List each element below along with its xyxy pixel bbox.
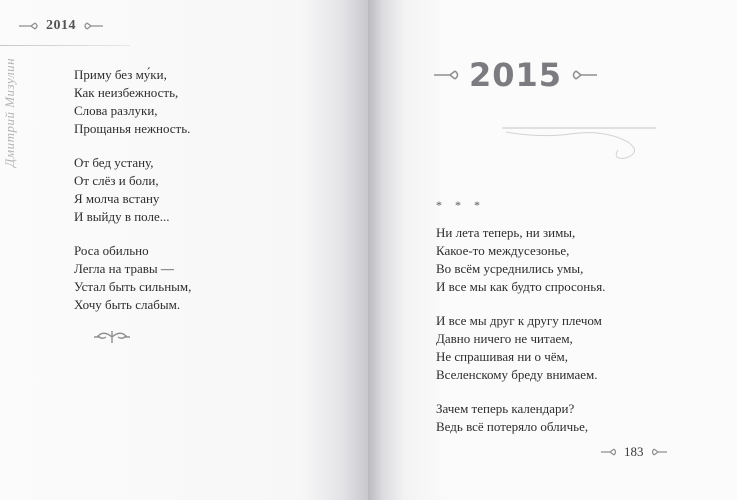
poem-line: И выйду в поле... — [74, 209, 170, 224]
stanza — [436, 312, 605, 384]
poem-line: Зачем теперь календари? — [436, 401, 575, 416]
poem-right — [436, 224, 605, 452]
poem-line: Легла на травы — — [74, 261, 174, 276]
head-rule — [0, 45, 130, 46]
stanza — [436, 400, 605, 436]
poem-line: Хочу быть слабым. — [74, 297, 181, 312]
poem-line: Давно ничего не читаем, — [436, 331, 573, 346]
poem-line: Ни лета теперь, ни зимы, — [436, 225, 576, 240]
poem-line: Слова разлуки, — [74, 103, 158, 118]
end-flourish-icon — [92, 328, 132, 346]
poem-line: Не спрашивая ни о чём, — [436, 349, 569, 364]
page-number: 183 — [624, 444, 644, 459]
poem-line: И все мы друг к другу плечом — [436, 313, 602, 328]
author-name: Дмитрий Мизулин — [2, 58, 17, 168]
stanza — [74, 66, 191, 138]
poem-line: Во всём усреднились умы, — [436, 261, 584, 276]
ornament-right-icon — [570, 69, 598, 81]
stanza — [74, 242, 191, 314]
poem-line: От бед устану, — [74, 155, 154, 170]
year-heading-block — [433, 56, 598, 94]
poem-line: Я молча встану — [74, 191, 160, 206]
running-head — [18, 18, 104, 34]
poem-line: Ведь всё потеряло обличье, — [436, 419, 589, 434]
ornament-right-icon — [650, 448, 668, 456]
poem-line: Устал быть сильным, — [74, 279, 192, 294]
running-head-year: 2014 — [46, 18, 76, 33]
poem-line: Вселенскому бреду внимаем. — [436, 367, 598, 382]
year-heading: 2015 — [469, 56, 563, 94]
section-stars: * * * — [436, 198, 485, 212]
swash-icon — [500, 112, 660, 168]
page-footer — [600, 444, 668, 460]
ornament-right-icon — [82, 21, 104, 31]
ornament-left-icon — [600, 448, 618, 456]
poem-line: Какое-то междусезонье, — [436, 243, 570, 258]
ornament-left-icon — [433, 69, 461, 81]
left-page — [0, 0, 368, 500]
poem-line: Прощанья нежность. — [74, 121, 191, 136]
poem-line: Приму без му́ки, — [74, 67, 167, 82]
ornament-left-icon — [18, 21, 40, 31]
poem-line: От слёз и боли, — [74, 173, 159, 188]
stanza — [74, 154, 191, 226]
poem-left — [74, 66, 191, 330]
stanza — [436, 224, 605, 296]
poem-line: Как неизбежность, — [74, 85, 179, 100]
poem-line: Роса обильно — [74, 243, 149, 258]
poem-line: И все мы как будто спросонья. — [436, 279, 606, 294]
